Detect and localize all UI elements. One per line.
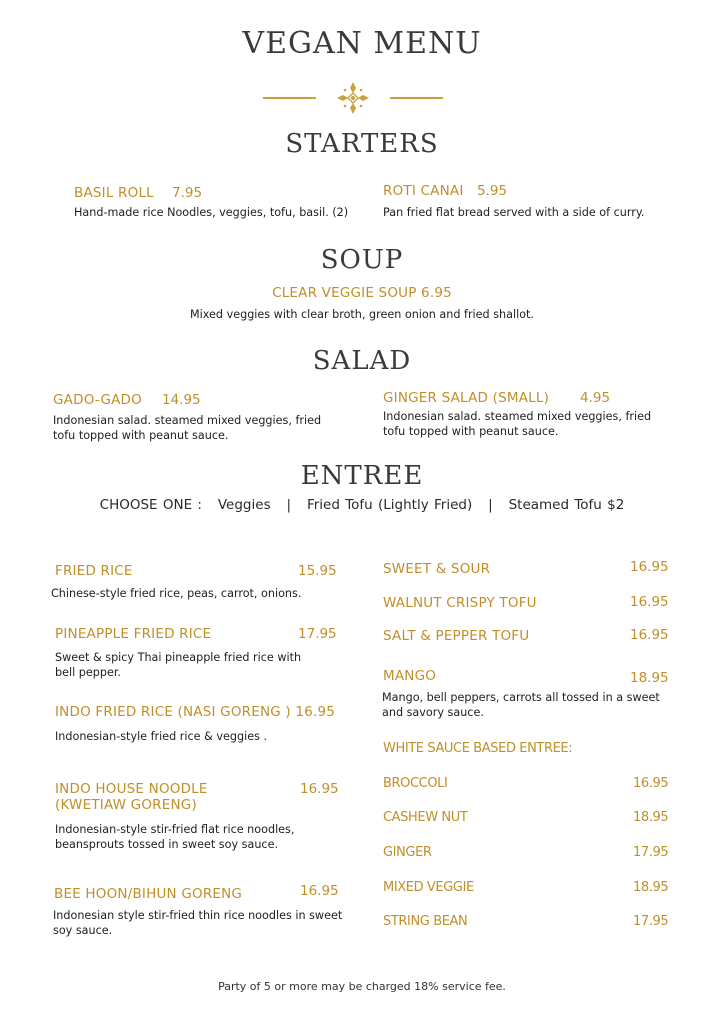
menu-item-price: 4.95 (580, 390, 611, 406)
diamond-flourish-icon (332, 79, 374, 117)
menu-item-name: SWEET & SOUR (383, 561, 491, 577)
menu-item-desc: Indonesian-style fried rice & veggies . (55, 730, 268, 743)
menu-item-name: PINEAPPLE FRIED RICE (55, 626, 212, 642)
menu-item-desc: Pan fried flat bread served with a side of curry. (383, 206, 645, 219)
menu-item-desc: Indonesian salad. steamed mixed veggies, fried tofu topped with peanut sauce. (53, 414, 322, 442)
white-sauce-heading: WHITE SAUCE BASED ENTREE: (383, 741, 573, 756)
menu-item-name-line2: (KWETIAW GORENG) (55, 797, 197, 813)
menu-item-desc: Mango, bell peppers, carrots all tossed in a sweet and savory sauce. (382, 691, 660, 719)
menu-item-name: WALNUT CRISPY TOFU (383, 595, 537, 611)
menu-item-desc: Chinese-style fried rice, peas, carrot, onions. (51, 587, 302, 600)
menu-item-price: 15.95 (298, 563, 337, 579)
menu-item-price: 16.95 (633, 776, 669, 791)
choose-option: Fried Tofu (Lightly Fried) (306, 497, 473, 513)
page-title: VEGAN MENU (242, 26, 482, 61)
menu-item-name: CLEAR VEGGIE SOUP 6.95 (272, 285, 452, 301)
menu-item-name: GINGER (383, 845, 432, 860)
menu-item-name: ROTI CANAI (383, 183, 464, 199)
menu-item-name: GINGER SALAD (SMALL) (383, 390, 550, 406)
menu-item-desc: Sweet & spicy Thai pineapple fried rice with bell pepper. (55, 651, 302, 679)
section-heading-salad: SALAD (312, 346, 412, 376)
menu-item-price: 18.95 (633, 880, 669, 895)
menu-item-name: INDO FRIED RICE (NASI GORENG ) 16.95 (55, 704, 336, 720)
menu-item-name: MANGO (383, 668, 437, 684)
menu-item-name: BEE HOON/BIHUN GORENG (54, 886, 243, 902)
menu-item-name: FRIED RICE (55, 563, 133, 579)
menu-item-name: CASHEW NUT (383, 810, 468, 825)
menu-item-price: 17.95 (298, 626, 337, 642)
choose-label: CHOOSE ONE : (99, 497, 202, 513)
menu-item-price: 16.95 (630, 627, 669, 643)
menu-item-price: 17.95 (633, 845, 669, 860)
menu-item-name: STRING BEAN (383, 914, 468, 929)
menu-item-desc: Hand-made rice Noodles, veggies, tofu, basil. (2) (74, 206, 349, 219)
menu-item-price: 17.95 (633, 914, 669, 929)
choose-one-line (0, 497, 724, 513)
section-heading-starters: STARTERS (285, 129, 439, 159)
section-heading-entree: ENTREE (300, 461, 424, 491)
menu-item-price: 18.95 (630, 670, 669, 686)
menu-item-price: 5.95 (477, 183, 508, 199)
menu-item-desc: Indonesian salad. steamed mixed veggies, fried tofu topped with peanut sauce. (383, 410, 652, 438)
menu-item-price: 7.95 (172, 185, 203, 201)
menu-item-name: BROCCOLI (383, 776, 448, 791)
ornament-line-right (390, 97, 443, 99)
choose-option: Veggies (217, 497, 271, 513)
menu-item-price: 16.95 (300, 781, 339, 797)
menu-item-name: INDO HOUSE NOODLE (55, 781, 208, 797)
menu-item-price: 16.95 (630, 559, 669, 575)
footer-note: Party of 5 or more may be charged 18% service fee. (218, 980, 506, 993)
menu-item-name: SALT & PEPPER TOFU (383, 628, 530, 644)
choose-separator: | (286, 497, 292, 513)
menu-item-price: 16.95 (300, 883, 339, 899)
menu-item-name: BASIL ROLL (74, 185, 154, 201)
menu-item-name: MIXED VEGGIE (383, 880, 474, 895)
menu-item-desc: Indonesian-style stir-fried flat rice noodles, beansprouts tossed in sweet soy sauce. (55, 823, 295, 851)
choose-separator: | (488, 497, 493, 513)
choose-option: Steamed Tofu $2 (508, 497, 625, 513)
menu-item-price: 16.95 (630, 594, 669, 610)
menu-item-name: GADO-GADO (53, 392, 142, 408)
menu-item-price: 18.95 (633, 810, 669, 825)
ornament-line-left (263, 97, 316, 99)
menu-item-desc: Mixed veggies with clear broth, green onion and fried shallot. (190, 308, 534, 321)
menu-item-desc: Indonesian style stir-fried thin rice noodles in sweet soy sauce. (53, 909, 343, 937)
menu-item-price: 14.95 (162, 392, 201, 408)
section-heading-soup: SOUP (320, 245, 404, 275)
